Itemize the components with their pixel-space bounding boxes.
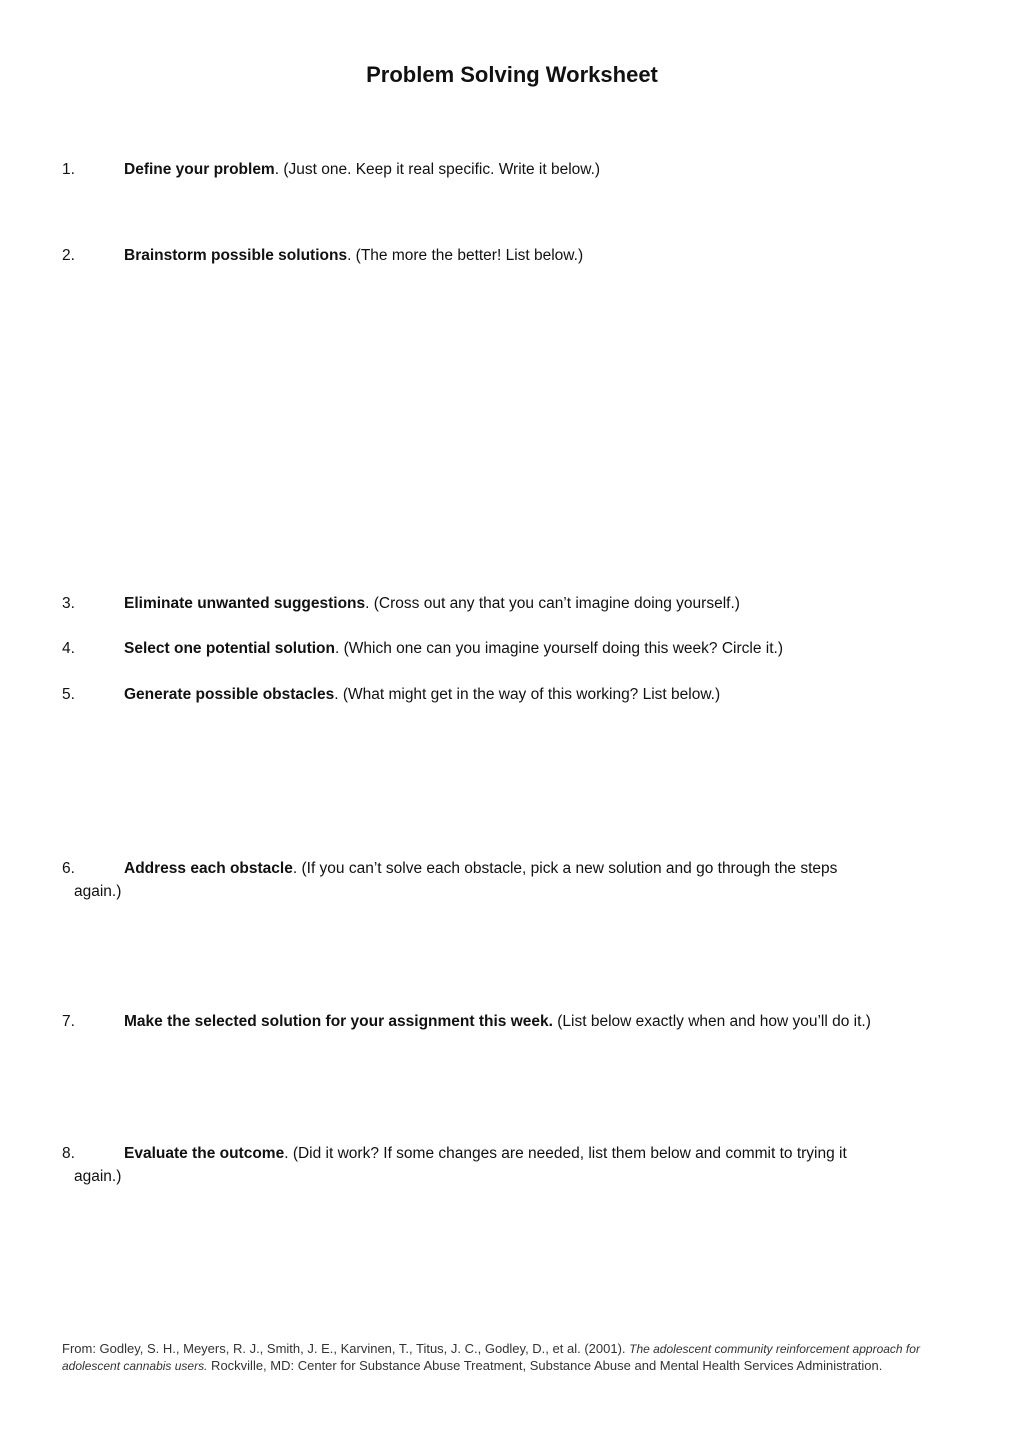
- step-4: [62, 637, 962, 660]
- step-heading: Make the selected solution for your assignment this week.: [124, 1013, 553, 1030]
- step-number: 8.: [62, 1145, 75, 1162]
- step-instruction: . (Which one can you imagine yourself doing this week? Circle it.): [335, 640, 783, 657]
- step-8: [62, 1142, 962, 1188]
- step-heading: Select one potential solution: [124, 640, 335, 657]
- step-instruction-continued: again.): [74, 883, 122, 900]
- step-number: 5.: [62, 686, 75, 703]
- step-instruction: . (What might get in the way of this working? List below.): [334, 686, 721, 703]
- step-heading: Evaluate the outcome: [124, 1145, 285, 1162]
- step-instruction-continued: again.): [74, 1168, 122, 1185]
- step-instruction: . (Cross out any that you can’t imagine doing yourself.): [365, 595, 740, 612]
- citation-publisher: Rockville, MD: Center for Substance Abuse Treatment, Substance Abuse and Mental Health Services Administration.: [207, 1357, 883, 1373]
- step-instruction: . (Just one. Keep it real specific. Write it below.): [274, 161, 601, 178]
- step-heading: Address each obstacle: [124, 860, 293, 877]
- step-1: [62, 158, 962, 181]
- step-instruction: . (Did it work? If some changes are needed, list them below and commit to trying it: [284, 1145, 847, 1162]
- step-3: [62, 592, 962, 615]
- step-number: 7.: [62, 1013, 75, 1030]
- step-heading: Brainstorm possible solutions: [124, 247, 348, 264]
- step-number: 4.: [62, 640, 75, 657]
- step-heading: Define your problem: [124, 161, 275, 178]
- source-citation: [62, 1341, 922, 1374]
- step-number: 2.: [62, 247, 75, 264]
- step-5: [62, 683, 962, 706]
- step-number: 1.: [62, 161, 75, 178]
- step-heading: Generate possible obstacles: [124, 686, 335, 703]
- step-instruction: (List below exactly when and how you’ll do it.): [552, 1013, 871, 1030]
- step-number: 3.: [62, 595, 75, 612]
- step-2: [62, 244, 962, 267]
- page-title: Problem Solving Worksheet: [366, 62, 658, 87]
- step-instruction: . (The more the better! List below.): [347, 247, 584, 264]
- step-heading: Eliminate unwanted suggestions: [124, 595, 366, 612]
- citation-authors: From: Godley, S. H., Meyers, R. J., Smith, J. E., Karvinen, T., Titus, J. C., Godley, D., et al. (2001).: [62, 1341, 630, 1356]
- step-6: [62, 857, 962, 903]
- step-instruction: . (If you can’t solve each obstacle, pick a new solution and go through the steps: [292, 860, 838, 877]
- step-number: 6.: [62, 860, 75, 877]
- step-7: [62, 1010, 962, 1033]
- citation-title: The adolescent community reinforcement approach for adolescent cannabis users.: [62, 1342, 920, 1373]
